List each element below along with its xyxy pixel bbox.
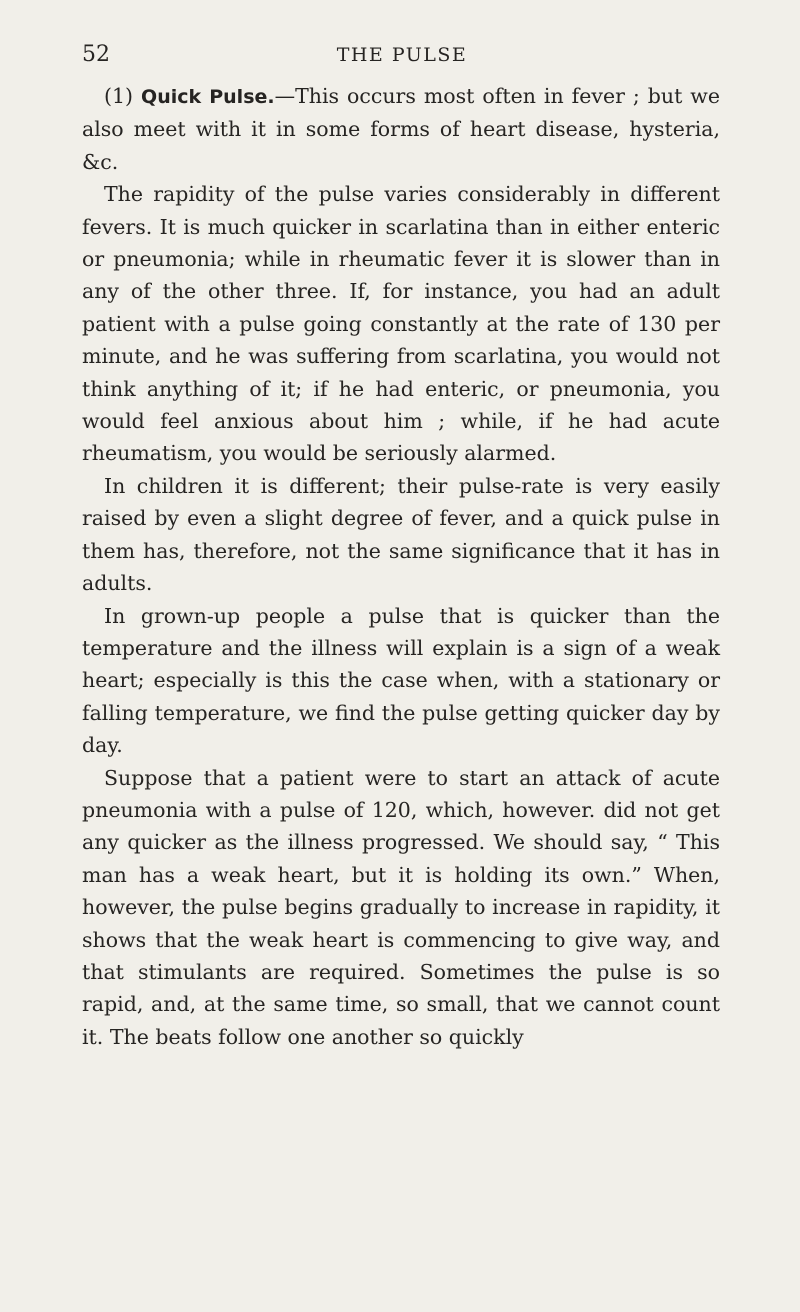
running-head bbox=[82, 40, 722, 70]
section-intro: —This occurs most often in fever ; but we also meet with it in some forms of heart disease, hysteria, &c. bbox=[82, 84, 720, 174]
paragraph-fever-rates: The rapidity of the pulse varies considerably in different fevers. It is much quicker in scarlatina than in either enteric or pneumonia; while in rheumatic fever it is slower than in any of the other three. If, for instance, you had an adult patient with a pulse going constantly at the rate of 130 per minute, and he was suffering from scarlatina, you would not think anything of it; if he had enteric, or pneumonia, you would feel anxious about him ; while, if he had acute rheumatism, you would be seriously alarmed. bbox=[82, 182, 720, 466]
section-paragraph bbox=[82, 80, 720, 178]
paragraph-children: In children it is different; their pulse-rate is very easily raised by even a slight degree of fever, and a quick pulse in them has, therefore, not the same significance that it has in adults. bbox=[82, 473, 720, 596]
paragraph-pneumonia-example: Suppose that a patient were to start an attack of acute pneumonia with a pulse of 120, which, however. did not get any quicker as the illness progressed. We should say, “ This man has a weak heart, but it is holding its own.” When, however, the pulse begins gradually to increase in rapidity, it shows that the weak heart is commencing to give way, and that stimulants are required. Sometimes the pulse is so rapid, and, at the same time, so small, that we cannot count it. The beats follow one another so quickly bbox=[82, 765, 720, 1049]
body-text bbox=[82, 80, 720, 1053]
running-title: THE PULSE bbox=[336, 44, 468, 66]
section-number: (1) bbox=[104, 84, 134, 108]
page-number: 52 bbox=[82, 42, 110, 67]
paragraph-weak-heart: In grown-up people a pulse that is quicker than the temperature and the illness will explain is a sign of a weak heart; especially is this the case when, with a stationary or falling temperature, we find the pulse getting quicker day by day. bbox=[82, 603, 720, 758]
section-heading: Quick Pulse. bbox=[141, 86, 275, 108]
